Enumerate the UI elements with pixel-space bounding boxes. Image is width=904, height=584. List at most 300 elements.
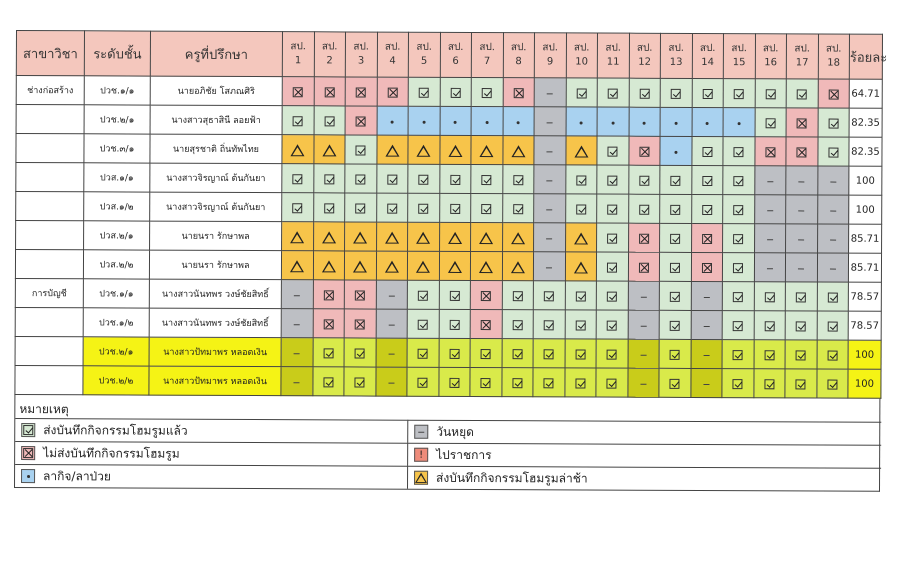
legend-swatch bbox=[414, 425, 428, 439]
cell-percent: 85.71 bbox=[849, 224, 882, 253]
cell-week-17 bbox=[786, 195, 818, 224]
cell-week-18 bbox=[817, 340, 849, 369]
cell-week-17 bbox=[786, 79, 818, 108]
cell-week-12 bbox=[628, 281, 660, 310]
table-row bbox=[16, 76, 882, 109]
dot-icon bbox=[391, 120, 394, 123]
check-box-icon bbox=[734, 147, 744, 157]
check-box-icon bbox=[702, 176, 712, 186]
header-week-18 bbox=[818, 34, 850, 79]
header-teacher: ครูที่ปรึกษา bbox=[150, 31, 282, 77]
week-prefix: สป. bbox=[825, 43, 842, 55]
cell-week-13 bbox=[660, 194, 692, 223]
week-prefix: สป. bbox=[510, 42, 527, 54]
cell-percent: 100 bbox=[849, 195, 882, 224]
cell-week-8 bbox=[502, 252, 534, 281]
cell-week-15 bbox=[723, 195, 755, 224]
cell-week-18 bbox=[817, 311, 849, 340]
check-box-icon bbox=[733, 234, 743, 244]
check-box-icon bbox=[513, 175, 523, 185]
header-week-17 bbox=[786, 34, 818, 79]
legend-label: ส่งบันทึกกิจกรรมโฮมรูมแล้ว bbox=[43, 422, 188, 438]
cell-week-7 bbox=[470, 280, 502, 309]
cell-week-1 bbox=[281, 309, 313, 338]
week-number: 2 bbox=[326, 55, 333, 67]
week-number: 3 bbox=[357, 55, 365, 67]
cell-field bbox=[16, 163, 84, 192]
check-box-icon bbox=[481, 378, 491, 388]
cell-week-4 bbox=[376, 193, 408, 222]
dash-icon bbox=[767, 239, 773, 240]
check-box-icon bbox=[418, 349, 428, 359]
legend-item bbox=[15, 418, 407, 443]
check-box-icon bbox=[608, 89, 618, 99]
dash-icon bbox=[830, 210, 836, 211]
cell-week-3 bbox=[344, 309, 376, 338]
cell-week-11 bbox=[597, 194, 629, 223]
triangle-icon bbox=[353, 231, 367, 243]
check-box-icon bbox=[323, 377, 333, 387]
check-box-icon bbox=[355, 203, 365, 213]
legend-title: หมายเหตุ bbox=[19, 402, 69, 417]
cell-week-12 bbox=[628, 310, 660, 339]
cell-field: การบัญชี bbox=[15, 278, 83, 307]
check-box-icon bbox=[607, 350, 617, 360]
cell-week-8 bbox=[502, 165, 534, 194]
x-box-icon bbox=[356, 87, 366, 97]
header-field: สาขาวิชา bbox=[16, 31, 84, 76]
cell-week-12 bbox=[628, 252, 660, 281]
dash-icon bbox=[388, 324, 394, 325]
check-box-icon bbox=[733, 321, 743, 331]
cell-week-5 bbox=[408, 106, 440, 135]
dash-icon bbox=[703, 326, 709, 327]
cell-week-15 bbox=[723, 137, 755, 166]
check-box-icon bbox=[670, 350, 680, 360]
check-box-icon bbox=[765, 118, 775, 128]
cell-level: ปวช.๑/๒ bbox=[83, 308, 149, 337]
dash-icon bbox=[767, 181, 773, 182]
check-box-icon bbox=[418, 320, 428, 330]
cell-week-3 bbox=[345, 164, 377, 193]
cell-week-7 bbox=[471, 193, 503, 222]
check-box-icon bbox=[481, 349, 491, 359]
check-box-icon bbox=[576, 291, 586, 301]
cell-week-14 bbox=[691, 310, 723, 339]
cell-week-16 bbox=[755, 108, 787, 137]
cell-week-2 bbox=[313, 280, 345, 309]
x-box-icon bbox=[639, 147, 649, 157]
check-box-icon bbox=[482, 175, 492, 185]
cell-week-7 bbox=[470, 251, 502, 280]
dash-icon bbox=[294, 382, 300, 383]
cell-week-2 bbox=[314, 77, 346, 106]
cell-teacher: นายนรา รักษาพล bbox=[149, 250, 281, 280]
x-box-icon bbox=[828, 90, 838, 100]
header-level: ระดับชั้น bbox=[84, 31, 150, 76]
cell-week-12 bbox=[628, 165, 660, 194]
cell-week-2 bbox=[313, 251, 345, 280]
week-prefix: สป. bbox=[762, 43, 779, 55]
check-box-icon bbox=[796, 379, 806, 389]
cell-week-18 bbox=[817, 253, 849, 282]
cell-week-15 bbox=[722, 369, 754, 398]
cell-week-13 bbox=[660, 136, 692, 165]
cell-week-7 bbox=[470, 367, 502, 396]
header-week-9 bbox=[534, 33, 566, 78]
cell-week-17 bbox=[786, 224, 818, 253]
check-box-icon bbox=[827, 380, 837, 390]
cell-week-5 bbox=[407, 338, 439, 367]
dot-icon bbox=[674, 150, 677, 153]
cell-percent: 78.57 bbox=[848, 282, 881, 311]
dash-icon bbox=[388, 353, 394, 354]
cell-week-10 bbox=[565, 136, 597, 165]
triangle-icon bbox=[322, 260, 336, 272]
check-box-icon bbox=[670, 379, 680, 389]
cell-week-6 bbox=[439, 193, 471, 222]
cell-week-16 bbox=[754, 137, 786, 166]
x-box-icon bbox=[513, 88, 523, 98]
header-week-15 bbox=[723, 34, 755, 79]
cell-week-13 bbox=[660, 165, 692, 194]
check-box-icon bbox=[418, 291, 428, 301]
check-box-icon bbox=[702, 147, 712, 157]
cell-week-16 bbox=[754, 340, 786, 369]
cell-level: ปวช.๑/๑ bbox=[84, 76, 150, 105]
check-box-icon bbox=[544, 320, 554, 330]
check-box-icon bbox=[607, 379, 617, 389]
check-box-icon bbox=[355, 348, 365, 358]
cell-week-2 bbox=[312, 367, 344, 396]
dash-icon bbox=[294, 295, 300, 296]
x-box-icon bbox=[293, 87, 303, 97]
cell-percent: 82.35 bbox=[849, 137, 882, 166]
cell-week-1 bbox=[282, 135, 314, 164]
table-row bbox=[16, 192, 882, 225]
table-row bbox=[16, 134, 882, 167]
cell-teacher: นางสาวปัทมาพร หลอดเงิน bbox=[149, 337, 281, 367]
legend-grid bbox=[15, 418, 879, 491]
cell-week-5 bbox=[407, 280, 439, 309]
check-box-icon bbox=[670, 234, 680, 244]
cell-week-15 bbox=[723, 224, 755, 253]
cell-week-7 bbox=[471, 77, 503, 106]
header-week-7 bbox=[471, 32, 503, 77]
check-box-icon bbox=[356, 145, 366, 155]
cell-teacher: นางสาวสุธาสินี ลอยฟ้า bbox=[150, 105, 282, 135]
cell-week-9 bbox=[534, 223, 566, 252]
cell-week-2 bbox=[313, 193, 345, 222]
header-week-2 bbox=[314, 32, 346, 77]
check-box-icon bbox=[418, 204, 428, 214]
week-prefix: สป. bbox=[699, 42, 716, 55]
week-number: 18 bbox=[827, 57, 840, 69]
dash-icon bbox=[546, 209, 552, 210]
check-box-icon bbox=[450, 175, 460, 185]
cell-week-9 bbox=[533, 339, 565, 368]
cell-week-17 bbox=[786, 108, 818, 137]
cell-week-1 bbox=[281, 338, 313, 367]
dot-icon bbox=[737, 122, 740, 125]
cell-level: ปวส.๒/๒ bbox=[83, 250, 149, 279]
check-box-icon bbox=[512, 378, 522, 388]
x-box-icon bbox=[797, 147, 807, 157]
cell-week-18 bbox=[817, 224, 849, 253]
cell-week-10 bbox=[565, 223, 597, 252]
check-box-icon bbox=[607, 292, 617, 302]
check-box-icon bbox=[764, 350, 774, 360]
cell-field bbox=[15, 250, 83, 279]
cell-percent: 85.71 bbox=[848, 253, 881, 282]
table-row bbox=[16, 105, 882, 138]
table-row bbox=[16, 221, 882, 254]
cell-week-15 bbox=[723, 166, 755, 195]
cell-week-18 bbox=[817, 166, 849, 195]
cell-week-1 bbox=[282, 222, 314, 251]
x-box-icon bbox=[481, 320, 491, 330]
cell-teacher: นางสาวนันทพร วงษ์ชัยสิทธิ์ bbox=[149, 279, 281, 309]
triangle-icon bbox=[322, 231, 336, 243]
triangle-icon bbox=[291, 144, 305, 156]
header-week-1 bbox=[282, 32, 314, 77]
cell-week-9 bbox=[533, 368, 565, 397]
cell-week-16 bbox=[754, 166, 786, 195]
triangle-icon bbox=[479, 261, 493, 273]
cell-week-9 bbox=[533, 281, 565, 310]
check-box-icon bbox=[355, 377, 365, 387]
triangle-icon bbox=[574, 232, 588, 244]
week-number: 5 bbox=[420, 55, 428, 67]
x-box-icon bbox=[639, 234, 649, 244]
check-box-icon bbox=[670, 292, 680, 302]
check-box-icon bbox=[418, 378, 428, 388]
dash-icon bbox=[547, 93, 553, 94]
cell-week-4 bbox=[376, 251, 408, 280]
cell-week-10 bbox=[565, 339, 597, 368]
cell-week-9 bbox=[534, 136, 566, 165]
table-row bbox=[15, 365, 881, 398]
cell-week-10 bbox=[566, 78, 598, 107]
check-box-icon bbox=[576, 175, 586, 185]
check-box-icon bbox=[734, 89, 744, 99]
cell-week-5 bbox=[407, 251, 439, 280]
table-row bbox=[15, 250, 881, 283]
cell-week-13 bbox=[659, 339, 691, 368]
check-box-icon bbox=[324, 116, 334, 126]
cell-week-17 bbox=[785, 253, 817, 282]
homeroom-report-sheet bbox=[14, 30, 888, 516]
cell-week-15 bbox=[722, 282, 754, 311]
cell-week-1 bbox=[282, 77, 314, 106]
legend-swatch bbox=[21, 469, 35, 483]
header-week-10 bbox=[566, 33, 598, 78]
cell-week-14 bbox=[690, 368, 722, 397]
cell-week-8 bbox=[502, 194, 534, 223]
cell-week-6 bbox=[439, 251, 471, 280]
legend-label: ไปราชการ bbox=[436, 447, 492, 462]
cell-week-15 bbox=[722, 253, 754, 282]
cell-week-3 bbox=[345, 135, 377, 164]
legend-swatch bbox=[414, 448, 428, 462]
cell-week-3 bbox=[345, 193, 377, 222]
check-box-icon bbox=[387, 204, 397, 214]
cell-week-1 bbox=[282, 106, 314, 135]
week-prefix: สป. bbox=[794, 43, 811, 55]
x-box-icon bbox=[355, 290, 365, 300]
week-number: 4 bbox=[389, 55, 396, 67]
check-box-icon bbox=[449, 349, 459, 359]
cell-week-11 bbox=[597, 78, 629, 107]
cell-percent: 100 bbox=[849, 166, 882, 195]
check-box-icon bbox=[450, 204, 460, 214]
legend-label: ส่งบันทึกกิจกรรมโฮมรูมล่าช้า bbox=[436, 470, 588, 485]
cell-week-2 bbox=[313, 222, 345, 251]
cell-week-2 bbox=[313, 135, 345, 164]
cell-week-10 bbox=[564, 368, 596, 397]
cell-teacher: นางสาวนันทพร วงษ์ชัยสิทธิ์ bbox=[149, 308, 281, 338]
dash-icon bbox=[294, 353, 300, 354]
dash-icon bbox=[798, 268, 804, 269]
triangle-icon bbox=[353, 260, 367, 272]
week-number: 17 bbox=[795, 57, 809, 69]
cell-week-6 bbox=[439, 309, 471, 338]
x-box-icon bbox=[639, 263, 649, 273]
dash-icon bbox=[641, 296, 647, 297]
legend-item bbox=[407, 443, 881, 468]
dot-icon bbox=[580, 121, 583, 124]
check-box-icon bbox=[576, 204, 586, 214]
triangle-icon bbox=[416, 232, 430, 244]
cell-week-3 bbox=[345, 77, 377, 106]
check-box-icon bbox=[356, 174, 366, 184]
cell-week-13 bbox=[659, 252, 691, 281]
check-box-icon bbox=[733, 263, 743, 273]
check-box-icon bbox=[23, 425, 33, 435]
check-box-icon bbox=[796, 292, 806, 302]
check-box-icon bbox=[608, 147, 618, 157]
week-prefix: สป. bbox=[290, 41, 307, 53]
cell-week-16 bbox=[753, 369, 785, 398]
check-box-icon bbox=[544, 291, 554, 301]
cell-week-4 bbox=[376, 338, 408, 367]
cell-week-7 bbox=[471, 106, 503, 135]
triangle-icon bbox=[385, 261, 399, 273]
triangle-icon bbox=[290, 260, 304, 272]
check-box-icon bbox=[450, 291, 460, 301]
x-box-icon bbox=[702, 263, 712, 273]
table-row bbox=[15, 278, 881, 311]
dash-icon bbox=[389, 295, 395, 296]
cell-week-4 bbox=[377, 77, 409, 106]
cell-week-13 bbox=[659, 310, 691, 339]
cell-teacher: นางสาวจิรญาณ์ ต้นกันยา bbox=[150, 163, 282, 193]
cell-week-7 bbox=[470, 338, 502, 367]
dash-icon bbox=[798, 239, 804, 240]
legend-swatch bbox=[21, 446, 35, 460]
cell-week-18 bbox=[817, 137, 849, 166]
week-prefix: สป. bbox=[668, 42, 685, 54]
legend-item bbox=[407, 466, 881, 491]
cell-week-11 bbox=[596, 281, 628, 310]
cell-week-8 bbox=[502, 339, 534, 368]
header-week-14 bbox=[692, 33, 724, 78]
cell-week-8 bbox=[502, 136, 534, 165]
check-box-icon bbox=[544, 349, 554, 359]
cell-week-12 bbox=[628, 136, 660, 165]
cell-week-4 bbox=[376, 309, 408, 338]
cell-week-1 bbox=[282, 164, 314, 193]
header-week-13 bbox=[660, 33, 692, 78]
week-number: 8 bbox=[515, 56, 522, 68]
cell-level: ปวส.๑/๑ bbox=[84, 163, 150, 192]
legend-label: วันหยุด bbox=[436, 424, 474, 439]
cell-field bbox=[16, 221, 84, 250]
cell-week-16 bbox=[754, 253, 786, 282]
check-box-icon bbox=[734, 176, 744, 186]
cell-week-7 bbox=[470, 309, 502, 338]
check-box-icon bbox=[797, 89, 807, 99]
cell-week-14 bbox=[691, 194, 723, 223]
legend-label: ลากิจ/ลาป่วย bbox=[43, 468, 112, 483]
legend-swatch bbox=[414, 471, 428, 485]
check-box-icon bbox=[481, 204, 491, 214]
check-box-icon bbox=[671, 89, 681, 99]
cell-week-11 bbox=[596, 310, 628, 339]
cell-week-13 bbox=[660, 223, 692, 252]
cell-week-3 bbox=[345, 222, 377, 251]
cell-week-12 bbox=[628, 223, 660, 252]
check-box-icon bbox=[575, 378, 585, 388]
check-box-icon bbox=[702, 89, 712, 99]
week-prefix: สป. bbox=[416, 41, 433, 53]
triangle-icon bbox=[448, 261, 462, 273]
cell-field bbox=[15, 307, 83, 336]
cell-week-8 bbox=[502, 281, 534, 310]
cell-week-14 bbox=[692, 78, 724, 107]
cell-week-10 bbox=[566, 107, 598, 136]
dash-icon bbox=[703, 355, 709, 356]
week-prefix: สป. bbox=[479, 42, 496, 54]
dash-icon bbox=[640, 383, 646, 384]
week-number: 1 bbox=[294, 55, 302, 67]
week-prefix: สป. bbox=[573, 42, 590, 54]
header-week-4 bbox=[377, 32, 409, 77]
triangle-icon bbox=[385, 232, 399, 244]
check-box-icon bbox=[639, 176, 649, 186]
dot-icon bbox=[422, 120, 425, 123]
cell-week-6 bbox=[438, 367, 470, 396]
header-week-11 bbox=[597, 33, 629, 78]
cell-percent: 82.35 bbox=[849, 108, 882, 137]
dash-icon bbox=[830, 239, 836, 240]
cell-week-16 bbox=[754, 195, 786, 224]
cell-week-2 bbox=[313, 309, 345, 338]
triangle-icon bbox=[417, 145, 431, 157]
cell-level: ปวช.๓/๑ bbox=[84, 134, 150, 163]
cell-week-15 bbox=[723, 79, 755, 108]
cell-field bbox=[16, 192, 84, 221]
check-box-icon bbox=[796, 350, 806, 360]
triangle-icon bbox=[511, 261, 525, 273]
table-row bbox=[15, 307, 881, 340]
check-box-icon bbox=[607, 263, 617, 273]
cell-week-10 bbox=[565, 252, 597, 281]
dash-icon bbox=[547, 151, 553, 152]
exclamation-icon: ! bbox=[419, 449, 424, 461]
check-box-icon bbox=[449, 320, 459, 330]
legend-item bbox=[407, 420, 881, 445]
